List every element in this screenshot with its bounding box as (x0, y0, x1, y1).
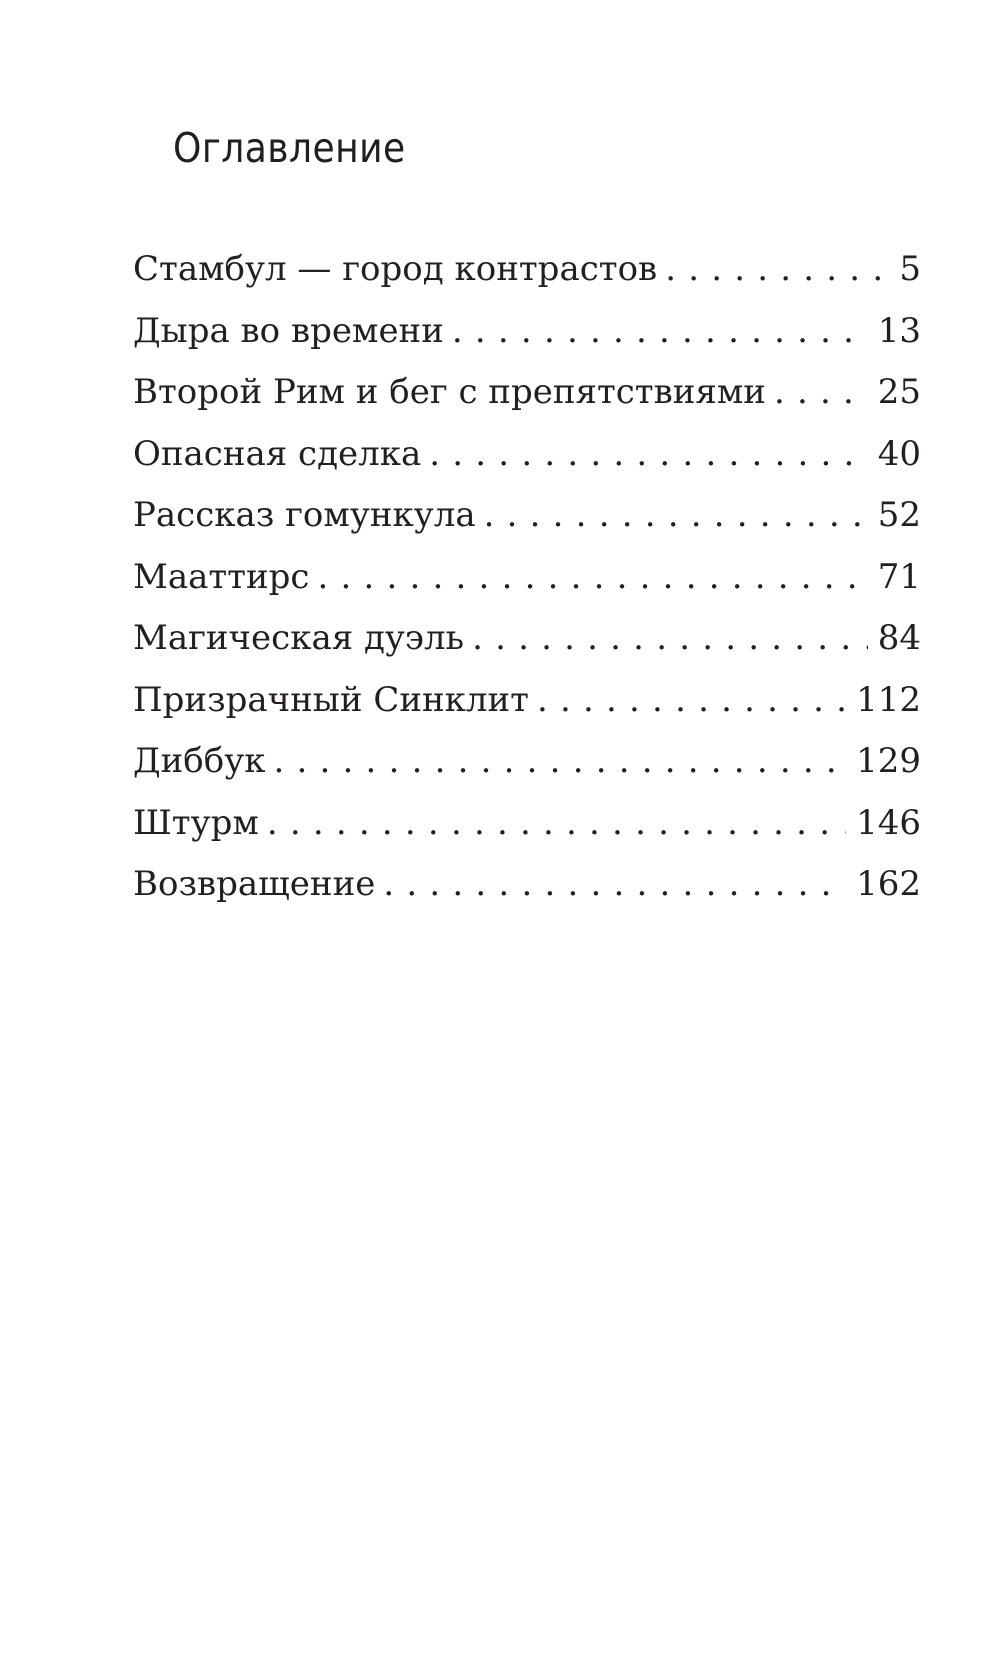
toc-entry[interactable] (133, 802, 921, 868)
chapter-title: Мааттирс (133, 556, 310, 597)
chapter-title: Опасная сделка (133, 433, 422, 474)
toc-entry[interactable] (133, 433, 921, 499)
page-number: 162 (856, 864, 921, 904)
toc-entry[interactable] (133, 556, 921, 622)
chapter-title: Дыра во времени (133, 310, 444, 351)
page-number: 112 (856, 679, 921, 720)
dot-leader (274, 744, 847, 778)
page-number: 52 (877, 495, 921, 535)
dot-leader (317, 560, 867, 594)
chapter-title: Стамбул — город контрастов (133, 249, 658, 289)
toc-entry[interactable] (133, 864, 921, 929)
page-number: 5 (899, 249, 921, 289)
page-title: Оглавление (173, 124, 406, 172)
toc-entry[interactable] (133, 495, 921, 560)
page-number: 40 (877, 433, 921, 474)
page-number: 25 (877, 372, 921, 412)
dot-leader (383, 867, 846, 901)
chapter-title: Штурм (133, 802, 259, 843)
table-of-contents (133, 249, 921, 929)
dot-leader (267, 806, 846, 840)
toc-entry[interactable] (133, 249, 921, 314)
page-number: 146 (856, 802, 921, 843)
page-number: 71 (877, 556, 921, 597)
chapter-title: Призрачный Синклит (133, 679, 529, 720)
toc-entry[interactable] (133, 618, 921, 683)
dot-leader (774, 375, 868, 409)
dot-leader (484, 498, 868, 532)
dot-leader (537, 683, 846, 717)
chapter-title: Магическая дуэль (133, 618, 465, 658)
chapter-title: Рассказ гомункула (133, 495, 476, 535)
page-number: 129 (856, 741, 921, 781)
page-number: 84 (877, 618, 921, 658)
dot-leader (429, 437, 867, 471)
toc-entry[interactable] (133, 310, 921, 376)
dot-leader (452, 314, 868, 348)
dot-leader (665, 252, 889, 286)
toc-entry[interactable] (133, 679, 921, 745)
chapter-title: Второй Рим и бег с препятствиями (133, 372, 766, 412)
toc-entry[interactable] (133, 372, 921, 437)
chapter-title: Возвращение (133, 864, 376, 904)
dot-leader (472, 621, 868, 655)
page-number: 13 (877, 310, 921, 351)
chapter-title: Диббук (133, 741, 266, 781)
toc-entry[interactable] (133, 741, 921, 806)
